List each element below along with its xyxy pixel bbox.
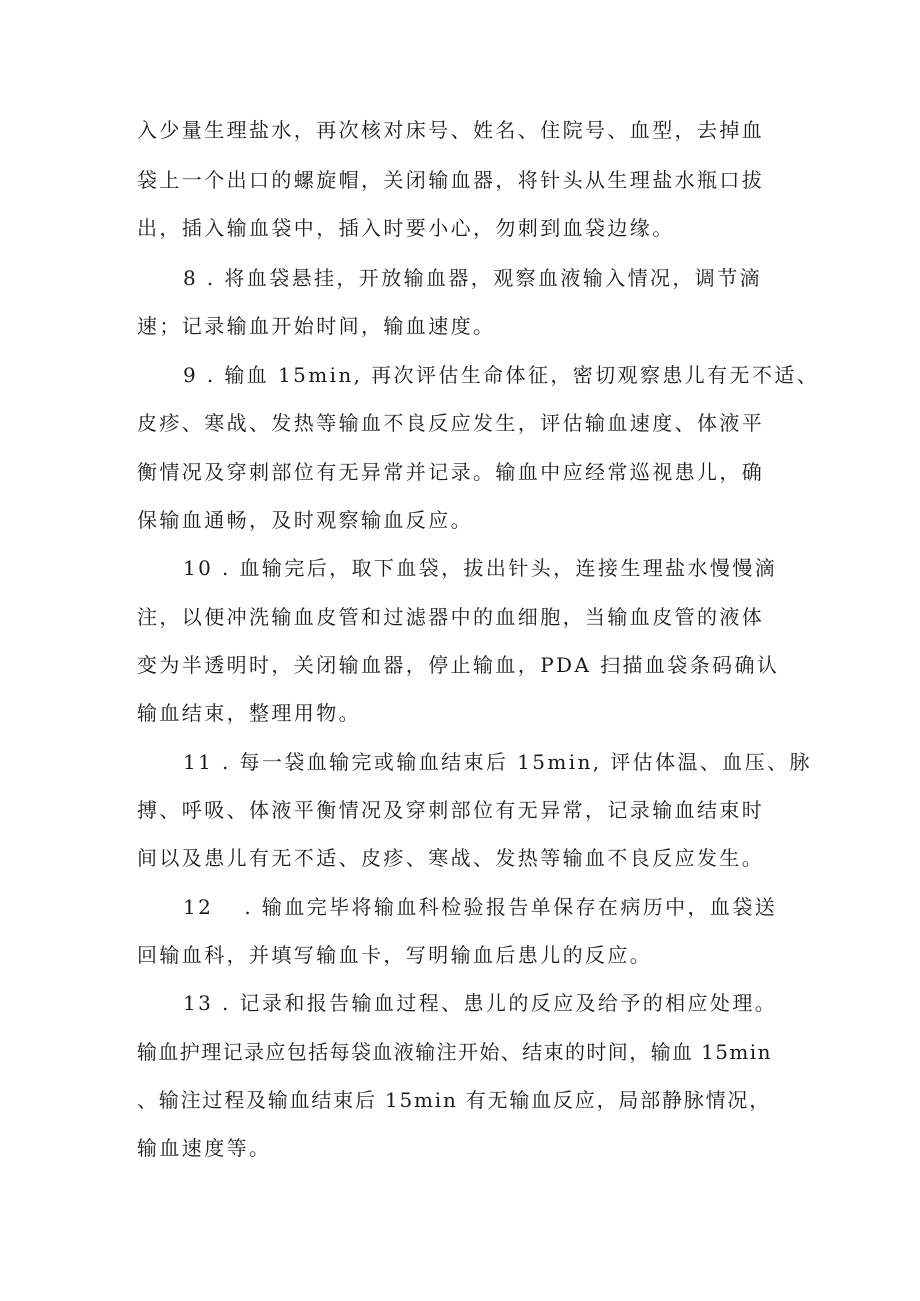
paragraph-line: 12 . 输血完毕将输血科检验报告单保存在病历中，血袋送 bbox=[183, 895, 778, 919]
paragraph-line: 变为半透明时，关闭输血器，停止输血，PDA 扫描血袋条码确认 bbox=[137, 653, 780, 677]
paragraph-line: 保输血通畅，及时观察输血反应。 bbox=[137, 508, 473, 532]
paragraph-line: 速；记录输血开始时间，输血速度。 bbox=[137, 314, 496, 338]
paragraph-line: 9 . 输血 15min, 再次评估生命体征，密切观察患儿有无不适、 bbox=[183, 363, 820, 387]
paragraph-line: 回输血科，并填写输血卡，写明输血后患儿的反应。 bbox=[137, 943, 653, 967]
paragraph-line: 出，插入输血袋中，插入时要小心，勿刺到血袋边缘。 bbox=[137, 216, 675, 240]
paragraph-line: 8 . 将血袋悬挂，开放输血器，观察血液输入情况，调节滴 bbox=[183, 266, 762, 290]
paragraph-line: 输血护理记录应包括每袋血液输注开始、结束的时间，输血 15min bbox=[137, 1040, 772, 1064]
paragraph-line: 间以及患儿有无不适、皮疹、寒战、发热等输血不良反应发生。 bbox=[137, 846, 765, 870]
paragraph-line: 输血速度等。 bbox=[137, 1136, 272, 1160]
paragraph-line: 注，以便冲洗输血皮管和过滤器中的血细胞，当输血皮管的液体 bbox=[137, 605, 765, 629]
paragraph-line: 、输注过程及输血结束后 15min 有无输血反应，局部静脉情况， bbox=[137, 1088, 772, 1112]
paragraph-line: 搏、呼吸、体液平衡情况及穿刺部位有无异常，记录输血结束时 bbox=[137, 798, 765, 822]
paragraph-line: 入少量生理盐水，再次核对床号、姓名、住院号、血型，去掉血 bbox=[137, 118, 765, 142]
paragraph-line: 13 . 记录和报告输血过程、患儿的反应及给予的相应处理。 bbox=[183, 991, 778, 1015]
paragraph-line: 皮疹、寒战、发热等输血不良反应发生，评估输血速度、体液平 bbox=[137, 411, 765, 435]
paragraph-line: 输血结束，整理用物。 bbox=[137, 701, 361, 725]
paragraph-line: 10 . 血输完后，取下血袋，拔出针头，连接生理盐水慢慢滴 bbox=[183, 556, 778, 580]
paragraph-line: 11 . 每一袋血输完或输血结束后 15min, 评估体温、血压、脉 bbox=[183, 750, 812, 774]
paragraph-line: 袋上一个出口的螺旋帽，关闭输血器，将针头从生理盐水瓶口拔 bbox=[137, 168, 765, 192]
paragraph-line: 衡情况及穿刺部位有无异常并记录。输血中应经常巡视患儿，确 bbox=[137, 460, 765, 484]
